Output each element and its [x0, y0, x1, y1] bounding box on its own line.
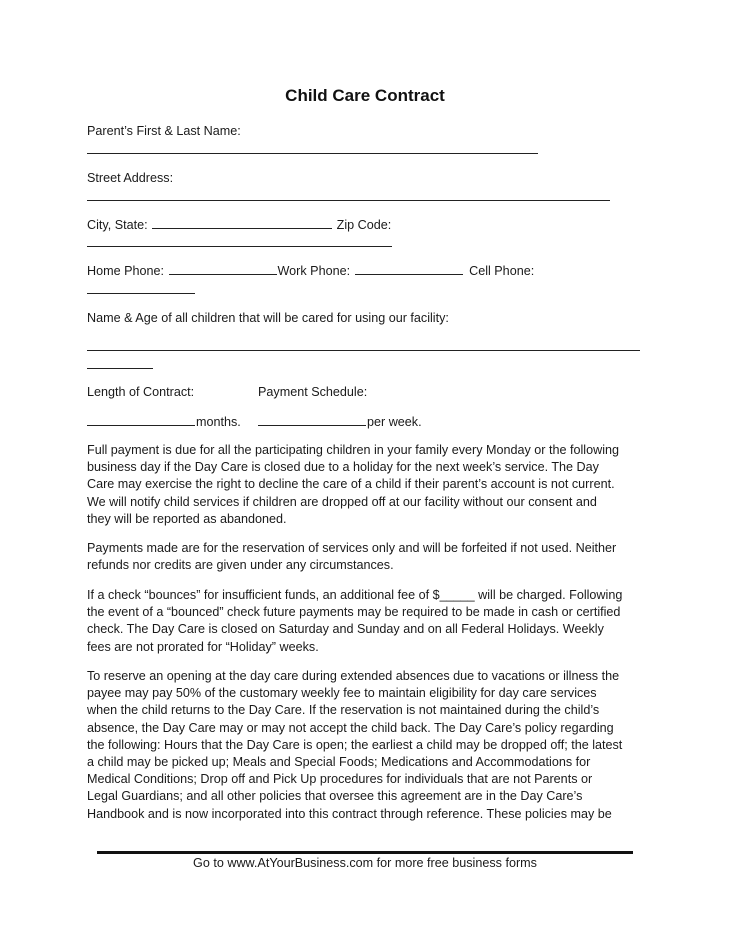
paragraph-line: business day if the Day Care is closed due to a holiday for the next week’s service. The Day	[87, 460, 599, 475]
payment-terms-paragraph	[87, 442, 647, 528]
months-label: months.	[196, 415, 241, 429]
cell-phone-label: Cell Phone:	[469, 264, 535, 278]
city-state-row	[87, 216, 391, 234]
paragraph-line: check. The Day Care is closed on Saturday and Sunday and on all Federal Holidays. Weekly	[87, 622, 604, 637]
paragraph-line: If a check “bounces” for insufficient funds, an additional fee of $_____ will be charged. Following	[87, 588, 623, 602]
reservation-paragraph	[87, 668, 647, 823]
paragraph-line: To reserve an opening at the day care during extended absences due to vacations or illness the	[87, 669, 620, 683]
parent-name-field[interactable]	[87, 153, 538, 154]
city-state-label: City, State:	[87, 218, 148, 232]
footer-text: Go to www.AtYourBusiness.com for more free business forms	[193, 856, 537, 870]
paragraph-line: absence, the Day Care may or may not accept the child back. The Day Care’s policy regarding	[87, 720, 614, 735]
footer-divider	[97, 851, 633, 854]
page-title: Child Care Contract	[285, 86, 445, 105]
paragraph-line: Medical Conditions; Drop off and Pick Up procedures for individuals that are not Parents or	[87, 772, 593, 787]
paragraph-line: a child may be picked up; Meals and Special Foods; Medications and Accommodations for	[87, 755, 591, 770]
work-phone-label: Work Phone:	[277, 264, 351, 278]
children-field-line-2[interactable]	[87, 368, 153, 369]
per-week-label: per week.	[367, 415, 422, 429]
street-address-label: Street Address:	[87, 171, 174, 185]
paragraph-line: Handbook and is now incorporated into this contract through reference. These policies may be	[87, 806, 612, 821]
paragraph-line: Full payment is due for all the participating children in your family every Monday or the following	[87, 443, 619, 457]
home-phone-label: Home Phone:	[87, 264, 165, 278]
refund-paragraph	[87, 540, 647, 574]
work-phone-field[interactable]	[355, 262, 463, 275]
payment-field[interactable]	[258, 413, 366, 426]
paragraph-line: fees are not prorated for “Holiday” weeks.	[87, 639, 319, 654]
street-address-field[interactable]	[87, 200, 610, 201]
zip-code-field[interactable]	[87, 246, 392, 247]
paragraph-line: We will notify child services if children are dropped off at our facility without our consent and	[87, 494, 597, 509]
paragraph-line: Legal Guardians; and all other policies that oversee this agreement are in the Day Care’s	[87, 789, 583, 804]
phone-row	[87, 262, 534, 280]
children-label: Name & Age of all children that will be cared for using our facility:	[87, 311, 449, 325]
zip-code-label: Zip Code:	[336, 218, 392, 232]
home-phone-field[interactable]	[169, 262, 277, 275]
paragraph-line: Payments made are for the reservation of services only and will be forfeited if not used. Neither	[87, 541, 617, 555]
paragraph-line: they will be reported as abandoned.	[87, 511, 287, 526]
paragraph-line: when the child returns to the Day Care. If the reservation is not maintained during the child’s	[87, 703, 600, 718]
paragraph-line: the event of a “bounced” check future payments may be required to be made in cash or certified	[87, 605, 621, 620]
payment-schedule-label: Payment Schedule:	[258, 385, 368, 399]
paragraph-line: payee may pay 50% of the customary weekly fee to maintain eligibility for day care services	[87, 686, 597, 701]
paragraph-line: Care may exercise the right to decline the care of a child if their parent’s account is not current.	[87, 477, 615, 492]
paragraph-line: refunds nor credits are given under any circumstances.	[87, 558, 394, 573]
parent-name-label: Parent’s First & Last Name:	[87, 124, 241, 138]
children-field-line-1[interactable]	[87, 350, 640, 351]
length-field[interactable]	[87, 413, 195, 426]
cell-phone-field[interactable]	[87, 293, 195, 294]
bounced-check-paragraph	[87, 587, 647, 656]
payment-row	[258, 413, 422, 431]
paragraph-line: the following: Hours that the Day Care is open; the earliest a child may be dropped off; the latest	[87, 737, 623, 752]
city-state-field[interactable]	[152, 216, 332, 229]
length-row	[87, 413, 241, 431]
length-of-contract-label: Length of Contract:	[87, 385, 195, 399]
